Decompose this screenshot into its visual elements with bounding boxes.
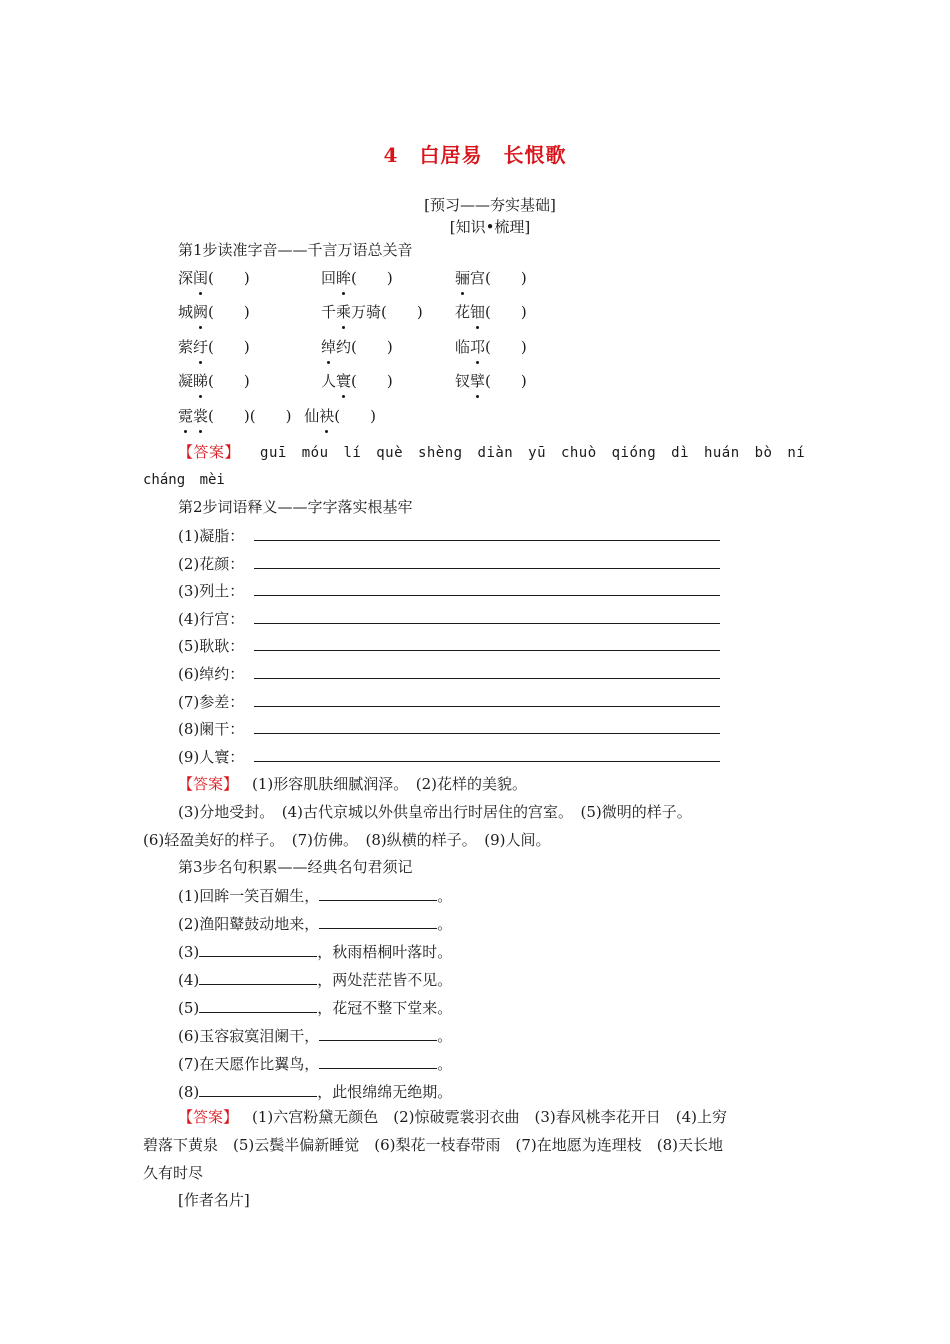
definition-label: (6)绰约：: [178, 665, 245, 683]
answer-blank: ( ): [381, 303, 423, 321]
pronunciation-item: [321, 268, 393, 288]
answer-blank: ( ): [334, 407, 376, 425]
answer-line: [254, 525, 720, 541]
definition-item: [178, 525, 720, 546]
definition-label: (8)阑干：: [178, 720, 245, 739]
pronunciation-item: [455, 302, 527, 322]
word-char: 邛: [470, 338, 486, 356]
step3-heading: 第3步名句积累——经典名句君须记: [178, 858, 413, 876]
word-char: 花: [455, 303, 471, 321]
definition-item: [178, 553, 720, 574]
step2-answer-line3: (6)轻盈美好的样子。 (7)仿佛。 (8)纵横的样子。 (9)人间。: [143, 831, 551, 849]
definition-item: [178, 663, 720, 684]
author-heading: [作者名片]: [178, 1191, 250, 1209]
answer-blank: ( ): [485, 338, 527, 356]
word-char: 钗: [455, 372, 471, 390]
step3-answer-line3: 久有时尽: [143, 1164, 204, 1182]
answer-line: [319, 1053, 437, 1069]
answer-blank: ( ): [208, 303, 250, 321]
definition-item: [178, 718, 720, 739]
step2-heading: 第2步词语释义——字字落实根基牢: [178, 498, 413, 516]
answer-tag: 【答案】: [178, 775, 239, 793]
section-heading: [预习——夯实基础]: [424, 196, 556, 214]
pronunciation-item: [455, 268, 527, 288]
step3-answer-line1: [178, 1107, 727, 1127]
answer-text: (1)六宫粉黛无颜色 (2)惊破霓裳羽衣曲 (3)春风桃李花开日 (4)上穷: [252, 1108, 728, 1126]
quote-item: [178, 941, 452, 962]
word-char: 千: [321, 303, 337, 321]
step1-answer: [178, 442, 805, 463]
quote-suffix: ，秋雨梧桐叶落时。: [317, 943, 453, 961]
step1-heading: 第1步读准字音——千言万语总关音: [178, 241, 413, 259]
word-char: 万骑: [351, 303, 382, 321]
word-char: 乘: [336, 303, 352, 321]
word-char: 城: [178, 303, 194, 321]
quote-suffix: 。: [437, 887, 453, 905]
answer-line: [199, 1081, 317, 1097]
answer-line: [199, 941, 317, 957]
quote-suffix: 。: [437, 1027, 453, 1045]
subsection-heading: [知识•梳理]: [449, 218, 531, 236]
pronunciation-item: [455, 371, 527, 391]
word-char: 寰: [336, 372, 352, 390]
definition-label: (2)花颜：: [178, 554, 245, 573]
word-char: 睇: [193, 372, 209, 390]
answer-line: [199, 997, 317, 1013]
word-char: 仙: [304, 407, 320, 425]
definition-item: [178, 746, 720, 767]
pronunciation-item: [178, 337, 250, 357]
answer-blank: ( ): [485, 303, 527, 321]
answer-blank: ( ): [351, 338, 393, 356]
answer-blank: ( ): [485, 372, 527, 390]
quote-item: [178, 1053, 452, 1074]
definition-item: [178, 635, 720, 656]
pronunciation-row-5: [178, 406, 376, 426]
quote-prefix: (3): [178, 943, 200, 961]
answer-tag: 【答案】: [178, 1108, 239, 1126]
definition-label: (1)凝脂：: [178, 527, 245, 545]
answer-blank: ( ): [351, 269, 393, 287]
word-char: 绰: [321, 338, 337, 356]
quote-item: [178, 997, 452, 1018]
answer-line: [254, 635, 720, 651]
answer-blank: ( ): [351, 372, 393, 390]
page-title: 4 白居易 长恨歌: [383, 143, 567, 167]
definition-label: (5)耿耿：: [178, 637, 245, 656]
pronunciation-item: [178, 302, 250, 322]
quote-prefix: (6)玉容寂寞泪阑干，: [178, 1027, 320, 1045]
answer-line: [254, 608, 720, 624]
word-char: 擘: [470, 372, 486, 390]
word-char: 回: [321, 269, 337, 287]
word-char: 袂: [319, 407, 335, 425]
answer-line: [199, 969, 317, 985]
answer-line: [254, 746, 720, 762]
word-char: 纡: [193, 338, 209, 356]
quote-prefix: (2)渔阳鼙鼓动地来，: [178, 915, 320, 933]
answer-blank: ( ): [208, 269, 250, 287]
definition-label: (4)行宫：: [178, 609, 245, 628]
answer-line: [254, 691, 720, 707]
step3-answer-line2: 碧落下黄泉 (5)云鬓半偏新睡觉 (6)梨花一枝春带雨 (7)在地愿为连理枝 (8)天长地: [143, 1136, 723, 1154]
definition-item: [178, 691, 720, 712]
word-char: 霓: [178, 407, 194, 425]
definition-item: [178, 580, 720, 601]
pronunciation-item: [455, 337, 527, 357]
answer-blank: ( ): [208, 372, 250, 390]
answer-line: [254, 553, 720, 569]
quote-item: [178, 885, 452, 906]
pinyin-answer-text: guī móu lí què shèng diàn yū chuò qióng dì huán bò ní: [260, 445, 806, 461]
pronunciation-item: [321, 337, 393, 357]
answer-tag: 【答案】: [178, 443, 241, 461]
word-char: 眸: [336, 269, 352, 287]
answer-blank: ( )( ): [208, 407, 292, 425]
pronunciation-item: [321, 371, 393, 391]
quote-suffix: ，两处茫茫皆不见。: [317, 971, 453, 989]
quote-suffix: ，此恨绵绵无绝期。: [317, 1083, 453, 1101]
answer-line: [319, 885, 437, 901]
answer-line: [254, 580, 720, 596]
quote-suffix: ，花冠不整下堂来。: [317, 999, 453, 1017]
pronunciation-item: [321, 302, 423, 322]
word-char: 约: [336, 338, 352, 356]
pronunciation-item: [178, 371, 250, 391]
answer-line: [254, 663, 720, 679]
definition-label: (9)人寰：: [178, 747, 245, 766]
word-char: 宫: [470, 269, 486, 287]
word-char: 闺: [193, 269, 209, 287]
definition-label: (7)参差：: [178, 692, 245, 711]
word-char: 钿: [470, 303, 486, 321]
word-char: 深: [178, 269, 194, 287]
word-char: 凝: [178, 372, 194, 390]
word-char: 临: [455, 338, 471, 356]
answer-line: [319, 1025, 437, 1041]
quote-suffix: 。: [437, 915, 453, 933]
definition-item: [178, 608, 720, 629]
quote-item: [178, 1081, 452, 1102]
quote-prefix: (4): [178, 971, 200, 989]
pronunciation-item: [178, 268, 250, 288]
step2-answer-line1: [178, 774, 527, 794]
quote-prefix: (5): [178, 999, 200, 1017]
word-char: 裳: [193, 407, 209, 425]
quote-prefix: (1)回眸一笑百媚生，: [178, 887, 320, 905]
answer-blank: ( ): [485, 269, 527, 287]
step2-answer-line2: (3)分地受封。 (4)古代京城以外供皇帝出行时居住的宫室。 (5)微明的样子。: [178, 803, 692, 821]
definition-label: (3)列土：: [178, 582, 245, 601]
quote-prefix: (8): [178, 1083, 200, 1101]
word-char: 阙: [193, 303, 209, 321]
word-char: 人: [321, 372, 337, 390]
quote-item: [178, 969, 452, 990]
answer-blank: ( ): [208, 338, 250, 356]
answer-text: (1)形容肌肤细腻润泽。 (2)花样的美貌。: [252, 775, 528, 793]
pinyin-answer-text-cont: cháng mèi: [143, 472, 225, 488]
quote-item: [178, 913, 452, 934]
word-char: 萦: [178, 338, 194, 356]
quote-prefix: (7)在天愿作比翼鸟，: [178, 1055, 320, 1073]
quote-item: [178, 1025, 452, 1046]
word-char: 骊: [455, 269, 471, 287]
answer-line: [319, 913, 437, 929]
answer-line: [254, 718, 720, 734]
quote-suffix: 。: [437, 1055, 453, 1073]
